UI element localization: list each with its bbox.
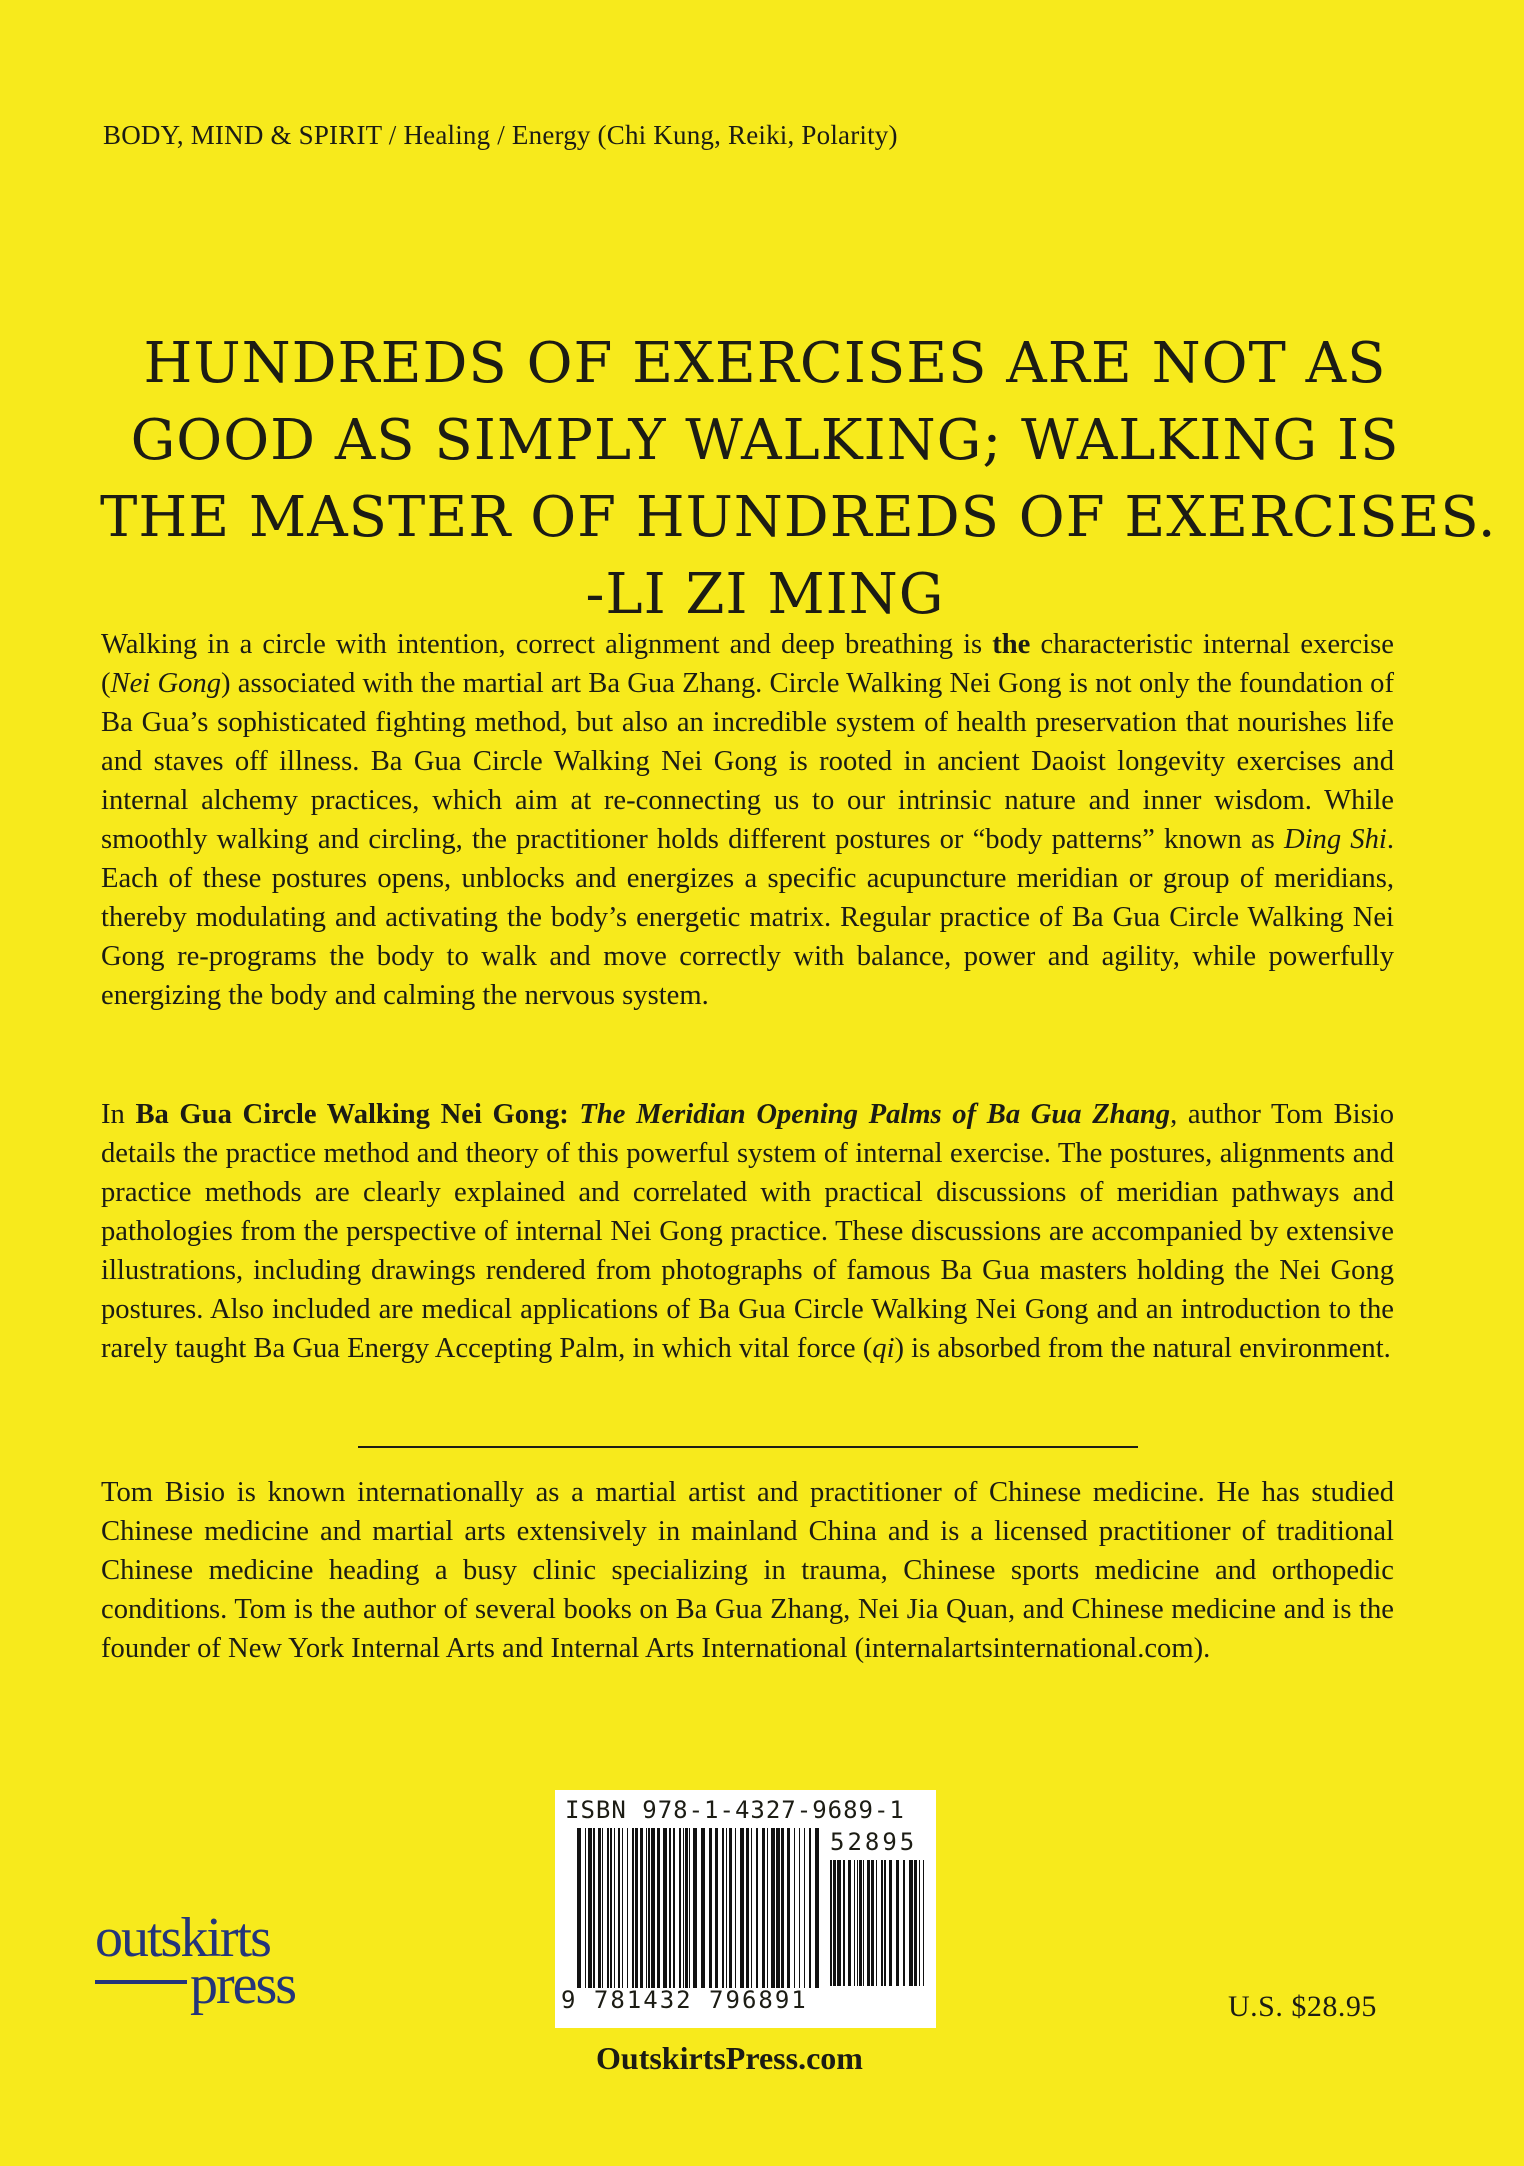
barcode-bars [575,1828,823,1988]
barcode-addon-bars [828,1860,928,1986]
headline-quote [100,325,1497,633]
text-run: . Each of these postures opens, unblocks and energizes a specific acupuncture meridian or group of meridians, thereby modulating and activating the body’s energetic matrix. Regular practice of Ba Gua Circle Walking Nei Gong re-programs the body to walk and move correctly with balance, power and agility, while powerfully energizing the body and calming the nervous system. [101,824,1394,1011]
book-title: Ba Gua Circle Walking Nei Gong: [135,1099,580,1130]
italic-run: qi [872,1333,895,1364]
text-run: , author Tom Bisio details the practice method and theory of this powerful system of internal exercise. The postures, alignments and practice methods are clearly explained and correlated with practical discussions of meridian pathways and pathologies from the perspective of internal Nei Gong practice. These discussions are accompanied by extensive illustrations, including drawings rendered from photographs of famous Ba Gua masters holding the Nei Gong postures. Also included are medical applications of Ba Gua Circle Walking Nei Gong and an introduction to the rarely taught Ba Gua Energy Accepting Palm, in which vital force ( [101,1099,1394,1364]
logo-text-outskirts: outskirts [95,1907,270,1969]
headline-attribution: -LI ZI MING [585,562,945,627]
section-divider [358,1446,1138,1448]
logo-rule [95,1980,187,1984]
italic-run: Ding Shi [1283,824,1387,855]
publisher-logo [95,1907,335,2020]
italic-run: Nei Gong [110,668,222,699]
publisher-website: OutskirtsPress.com [596,2040,863,2076]
headline-line-1: HUNDREDS OF EXERCISES ARE NOT AS [143,331,1387,396]
description-paragraph-2 [101,1095,1394,1368]
description-paragraph-1 [101,625,1394,1015]
price: U.S. $28.95 [1228,1990,1377,2023]
category-line: BODY, MIND & SPIRIT / Healing / Energy (Chi Kung, Reiki, Polarity) [103,120,898,150]
isbn-number: ISBN 978-1-4327-9689-1 [565,1796,905,1824]
headline-line-2: GOOD AS SIMPLY WALKING; WALKING IS [130,408,1400,473]
book-subtitle: The Meridian Opening Palms of Ba Gua Zhang [579,1099,1171,1130]
bold-run: the [992,629,1031,660]
text-run: In [101,1099,136,1130]
logo-text-press: press [190,1954,296,2016]
author-bio: Tom Bisio is known internationally as a martial artist and practitioner of Chinese medicine. He has studied Chinese medicine and martial arts extensively in mainland China and is a licensed practitioner of traditional Chinese medicine heading a busy clinic specializing in trauma, Chinese sports medicine and orthopedic conditions. Tom is the author of several books on Ba Gua Zhang, Nei Jia Quan, and Chinese medicine and is the founder of New York Internal Arts and Internal Arts International (internalartsinternational.com). [101,1477,1394,1664]
isbn-barcode [555,1790,936,2028]
text-run: Walking in a circle with intention, correct alignment and deep breathing is [101,629,993,660]
text-run: ) is absorbed from the natural environment. [894,1333,1391,1364]
text-run: ) associated with the martial art Ba Gua Zhang. Circle Walking Nei Gong is not only the foundation of Ba Gua’s sophisticated fighting method, but also an incredible system of health preservation that nourishes life and staves off illness. Ba Gua Circle Walking Nei Gong is rooted in ancient Daoist longevity exercises and internal alchemy practices, which aim at re-connecting us to our intrinsic nature and inner wisdom. While smoothly walking and circling, the practitioner holds different postures or “body patterns” known as [101,668,1394,855]
ean-number: 9 781432 796891 [561,1986,808,2014]
text-run: characteristic internal exercise ( [101,629,1395,699]
barcode-addon-number: 52895 [830,1828,918,1856]
headline-line-3: THE MASTER OF HUNDREDS OF EXERCISES. [100,485,1497,550]
